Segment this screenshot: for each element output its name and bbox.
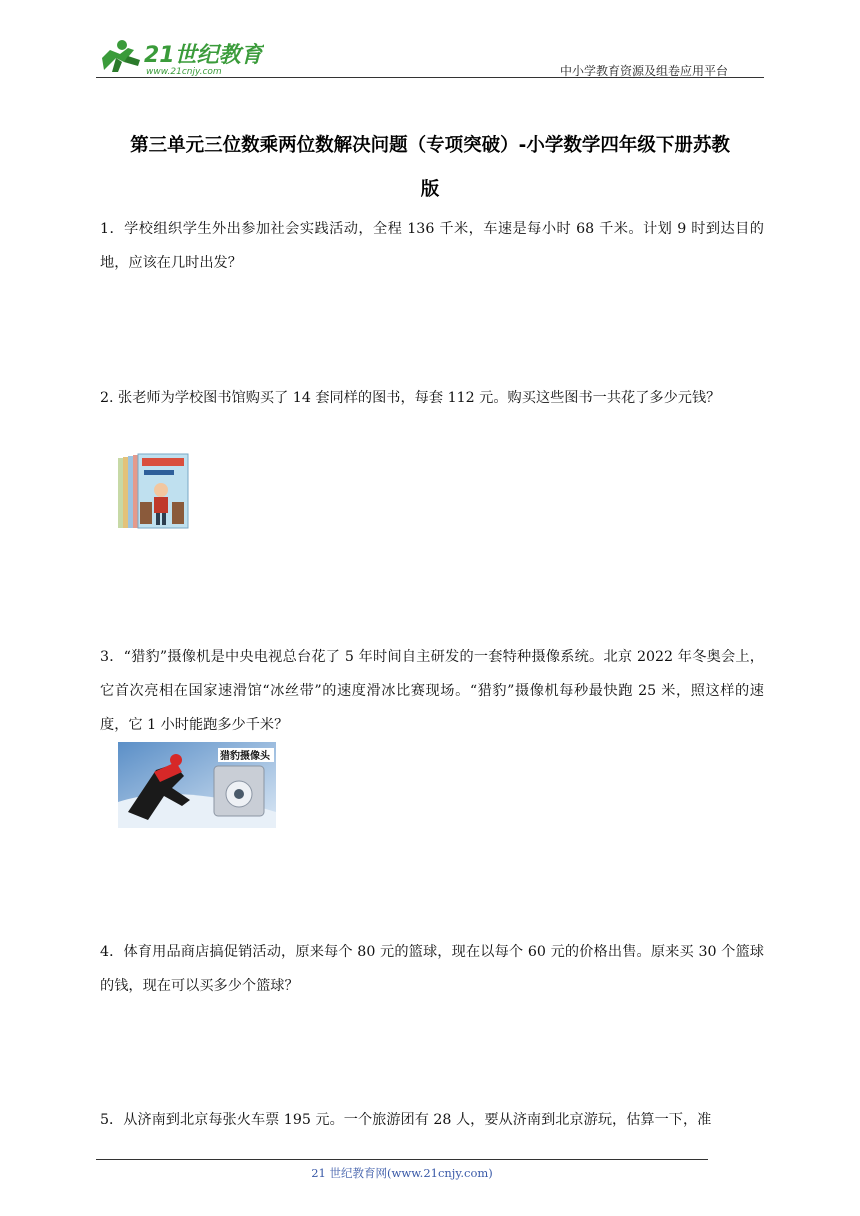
site-name: 中小学教育资源及组卷应用平台 <box>560 64 729 78</box>
page-title-line-1: 第三单元三位数乘两位数解决问题（专项突破）-小学数学四年级下册苏教 <box>130 135 730 156</box>
books-image <box>116 452 190 530</box>
footer-divider <box>96 1159 708 1160</box>
runner-logo-icon <box>94 36 264 78</box>
question-4: 4．体育用品商店搞促销活动，原来每个 80 元的篮球，现在以每个 60 元的价格出售。原来买 30 个篮球的钱，现在可以买多少个篮球？ <box>100 944 764 994</box>
logo-url: www.21cnjy.com <box>146 67 222 77</box>
question-2: 2. 张老师为学校图书馆购买了 14 套同样的图书，每套 112 元。购买这些图书一共花了多少元钱？ <box>100 390 721 406</box>
speed-skater-camera-image <box>118 742 276 828</box>
skater-image-caption: 猎豹摄像头 <box>220 751 270 762</box>
header-divider <box>96 77 764 78</box>
page-title-line-2: 版 <box>420 179 440 200</box>
question-5: 5．从济南到北京每张火车票 195 元。一个旅游团有 28 人，要从济南到北京游玩，估算一下，准 <box>100 1112 712 1128</box>
logo-text: 21世纪教育 <box>144 43 263 68</box>
question-3: 3．“猎豹”摄像机是中央电视总台花了 5 年时间自主研发的一套特种摄像系统。北京 2022 年冬奥会上，它首次亮相在国家速滑馆“冰丝带”的速度滑冰比赛现场。“猎豹”摄像机每秒最快跑 25 米，照这样的速度，它 1 小时能跑多少千米？ <box>100 649 764 733</box>
site-logo <box>94 36 264 78</box>
question-1: 1．学校组织学生外出参加社会实践活动，全程 136 千米，车速是每小时 68 千米。计划 9 时到达目的地，应该在几时出发？ <box>100 221 764 271</box>
footer-link[interactable]: 21 世纪教育网(www.21cnjy.com) <box>311 1166 493 1180</box>
